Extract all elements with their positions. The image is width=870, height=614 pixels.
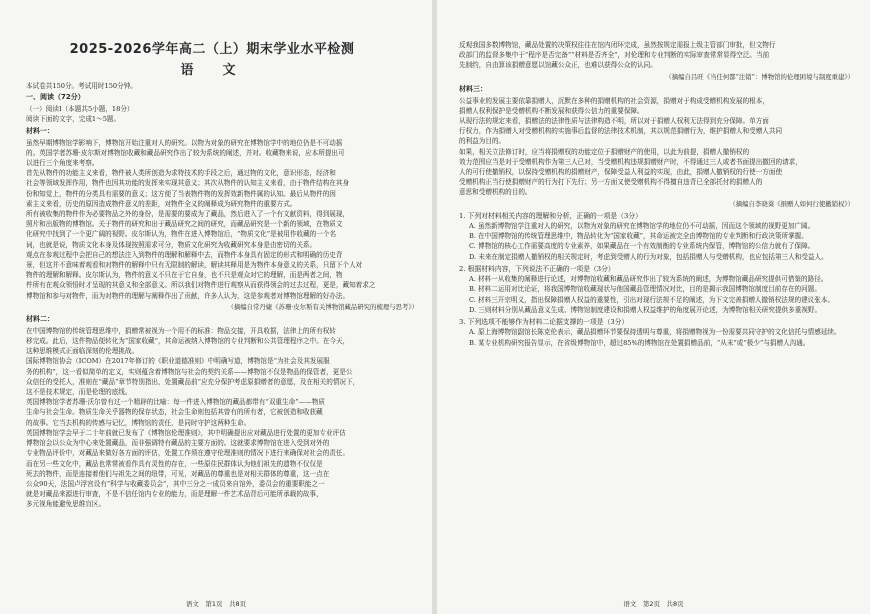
text-line: 英国博物馆学会早于二十年前就已发布了《博物馆伦理准则》，其中明确提出应对藏品进行处置的更加专业评估 bbox=[26, 428, 346, 437]
text-line: 景，但这并不意味着观看和对物件的解释中只有无限制的解读，解读其释用是为物件本身意义的关系，只留下个人对 bbox=[26, 261, 363, 270]
subject-title: 语 文 bbox=[180, 63, 244, 78]
text-line: 这种思维模式正面临深刻的伦理挑战。 bbox=[26, 347, 139, 356]
text-line: 生命与社会生命。物质生命关乎器物的保存状态，社会生命则包括其曾有的所有者，它被创造和收获藏 bbox=[26, 408, 323, 417]
text-line: 词，也就是说，物质文化本身及体现按照需求可分，物质文化研究为收藏研究本身是由密切的关系。 bbox=[26, 240, 317, 249]
text-line: 政部门的监督多集中于“程序是否完备”“材料是否齐全”，对伦理和专业判断的实际审查常常显得空泛。当前 bbox=[459, 51, 770, 60]
exam-note: 本试卷共150分。考试用时150分钟。 bbox=[26, 82, 137, 90]
page-2 bbox=[437, 0, 870, 614]
question-option: C. 材料三开宗明义，指出保障捐赠人权益的重要性，引出对现行法规不足的阐述，为下文完善捐赠人撤销权法规的建议张本。 bbox=[469, 295, 835, 304]
text-line: 照片和出版物的博物馆。关于物件的研究和出于藏品研究之间的研究，而藏品研究是一个新的领域，在物质文 bbox=[26, 220, 343, 229]
text-line: 死去的物件，而是连接着他们与祖先之间的纽带，可见，对藏品的尊重也是对相关群体的尊重，这一点在 bbox=[26, 469, 330, 478]
exam-title: 2025-2026学年高二（上）期末学业水平检测 bbox=[69, 42, 355, 57]
text-line: 观点在参观过程中会把自己的想法注入到物件的理解和解释中去，而物件本身具有固定的形式和明确的历史背 bbox=[26, 250, 343, 259]
text-line: 众信任的受托人，准则在“藏品”章节特别指出，处置藏品前“应充分保护考虑原捐赠者的意愿，及在相关的情况下， bbox=[26, 377, 360, 386]
subsection-heading: （一）阅读Ⅰ（本题共5小题，18分） bbox=[26, 105, 134, 114]
text-line: 而在另一些文化中，藏品也常常被看作具有灵性的存在，一些原住民群体认为他们祖先的遗物不仅仅是 bbox=[26, 459, 323, 468]
text-line: 意思和受赠机构的目的。 bbox=[459, 188, 532, 197]
text-line: 专业物品评价中，对藏品来做好各方面的评估，处置工作须在遵守伦理准则的情况下进行来确保对社会的责任。 bbox=[26, 449, 350, 458]
text-line: 先制约，自由算该捐赠意愿以馆藏公众正，也难以获得公众的认同。 bbox=[459, 61, 657, 70]
text-line: 的利益为目的。 bbox=[459, 137, 506, 146]
page-2-footer: 语文 第2页 共8页 bbox=[623, 600, 684, 608]
text-line: 公益事业的发展主要依靠捐赠人，沉默在多种的捐赠机构的社会资源，捐赠对于构成受赠机构发展的根本， bbox=[459, 96, 769, 105]
text-line: 份和知觉上，物件的分类具有需要的意义；这方便了当表物件物的发挥效新物件属的认知。最后从物件的因 bbox=[26, 189, 336, 198]
text-line: 公众90天，法国卢浮宫设有“科学与收藏委员会”，其中三分之一成员来自馆外，委员会的重要职能之一 bbox=[26, 479, 325, 488]
page-1 bbox=[0, 0, 432, 614]
question-option: A. 原上海博物馆副馆长陈克伦表示，藏品捐赠环节要保持透明与尊重，将捐赠物视为一份需要共同守护的文化信托与情感延续。 bbox=[469, 328, 841, 337]
text-line: 多元视角能避免思维盲区。 bbox=[26, 500, 106, 509]
text-line: 捐赠人权利保护是受赠机构不断发展和获得公信力的重要保障。 bbox=[459, 106, 644, 115]
text-line: 博物馆会以公众为中心来处置藏品，而非强调特有藏品的主要方面的。这就要求博物馆在进入受到对外的 bbox=[26, 439, 330, 448]
question-option: A. 虽然新博物馆学注重对人的研究，以物为对象的研究在博物馆学的地位仍不可动摇，因而这个领域的视野更加广阔。 bbox=[469, 222, 815, 231]
text-line: 务的机构”，这一看似简单的定义，实则蕴含着博物馆与社会的契约关系——博物馆不仅是物品的保管者，更是公 bbox=[26, 367, 353, 376]
material-2-continued bbox=[459, 40, 854, 71]
material-2-label: 材料二： bbox=[26, 314, 54, 323]
text-line: 受赠机构正当行使捐赠财产的行为打下先行；另一方面又使受赠机构不得擅自违背已全部托付的捐赠人的 bbox=[459, 178, 763, 187]
text-line: 虽然早期博物馆学影响下，博物馆开始注重对人的研究。以物为对象的研究在博物馆学中的地位仍是不可动摇 bbox=[26, 138, 343, 147]
text-line: 反观我国多数博物馆，藏品处置的决策权往往在馆内闭环完成，虽然按规定需报上级主管部门审批，但文物行 bbox=[459, 41, 776, 49]
text-line: 首先从物件的功能主义来看，物件被人类所创造为求特技术的手段之后，通过物的文化，意识形态，经济和 bbox=[26, 169, 336, 178]
question-stem: 1. 下列对材料相关内容的理解和分析，正确的一项是（3分） bbox=[459, 211, 642, 220]
text-line: 化研究中找到了一个更广阔的视野。皮尔斯认为，物件在进入博物馆后，“物质文化”是被用作收藏的一个名 bbox=[26, 230, 337, 239]
material-2-source: （摘编自吕旺《当任何都“注销”：博物馆的伦理困境与制度重建》） bbox=[665, 72, 854, 81]
question-option: C. 博物馆的核心工作需要高度的专业素养，如果藏品在一个有效制衡的专业系统内保管，博物馆的公信力就有了保障。 bbox=[469, 242, 815, 251]
reading-instruction: 阅读下面的文字，完成1～5题。 bbox=[26, 115, 121, 124]
material-1-source: （摘编自常丹婕《苏珊·皮尔斯有关博物馆藏品研究的梳理与思考》） bbox=[227, 302, 418, 311]
question-option: D. 未来在制定捐赠人撤销权的相关规定时，考虑到受赠人的行为对象，包括捐赠人与受赠机构，也应包括第三人和受益人。 bbox=[469, 252, 828, 261]
question-stem: 3. 下列选项不能够作为材料二论据支撑的一项是（3分） bbox=[459, 318, 629, 327]
question-list bbox=[459, 211, 854, 348]
text-line: 从现行法的规定来看，捐赠法的法律性质与法律构造不明，所以对于捐赠人权利无法得到充分保障。单方面 bbox=[459, 117, 769, 126]
material-3-source: （摘编自李晓葵《捐赠人如何行使撤销权》） bbox=[729, 199, 854, 208]
text-line: 以进行三个角度来考察。 bbox=[26, 159, 99, 168]
question-option: D. 三则材料分别从藏品意义生成、博物馆制度建设和捐赠人权益维护的角度展开论述，为博物馆相关研究提供多重视野。 bbox=[469, 305, 822, 314]
material-3-label: 材料三： bbox=[459, 84, 487, 93]
material-1-text bbox=[26, 138, 418, 301]
text-line: 物件的理解和解释。皮尔斯认为，物件的意义不只在于它自身，也不只是观众对它的理解，而是两者之间，物 bbox=[26, 271, 343, 280]
text-line: 效力范围应当是对于受赠机构作为第三人已对，当受赠机构违规捐赠财产时，不得通过三人或者书面提出撤回的请求， bbox=[459, 157, 802, 166]
material-1-label: 材料一： bbox=[26, 126, 54, 135]
section-heading: 一、阅读（72分） bbox=[26, 93, 85, 102]
text-line: 博物馆和参与对物件，而为对物件的理解与阐释作出了贡献，许多人认为，这是参观者对博物馆理解的好办法。 bbox=[26, 291, 350, 300]
question-stem: 2. 根据材料内容，下列说法不正确的一项是（3分） bbox=[459, 264, 615, 273]
text-line: 社会等领域发挥作用，物件也因其功能的发挥来实现其意义；其次从物件的认知主义来看，由于物件结构在其身 bbox=[26, 179, 350, 188]
question-option: B. 某专业机构研究报告显示，在省级博物馆中，超过85%的博物馆在处置捐赠品前，“从未”或“极少”与捐赠人沟通。 bbox=[469, 338, 810, 347]
question-option: B. 在中国博物馆的传统管理思维中，物品转化为“国家收藏”，其命运被完全由博物馆的专业判断和行政决策所掌握。 bbox=[469, 232, 808, 241]
question-option: B. 材料二运用对比论证，将我国博物馆收藏现状与他国藏品管理情况对比，目的是揭示我国博物馆制度目前存在的问题。 bbox=[469, 285, 821, 294]
text-line: 如果，相关立法修订时，应当将捐赠权的功能定位于捐赠财产的使用，以此为前提，捐赠人撤销权的 bbox=[459, 147, 750, 156]
question-option: A. 材料一从收集的阐释进行论述，对博物馆收藏和藏品研究作出了较为系统的阐述，为博物馆藏品研究提供可借鉴的路径。 bbox=[469, 275, 828, 284]
text-line: 英国博物馆学者苏珊·沃尔曾有过一个精辟的比喻：每一件进入博物馆的藏品都带有“双重生命”——物质 bbox=[26, 398, 325, 407]
text-line: 在中国博物馆的传统管理思维中，捐赠常被视为一个用不的标准：物品交接，开具收据，法律上的所有权转 bbox=[26, 326, 336, 335]
text-line: 素主义来看，历史的原因造成物件意义的差距，对物件全义的阐释成为研究物件的重要方式。 bbox=[26, 199, 297, 208]
text-line: 国际博物馆协会（ICOM）在2017年修订的《职业道德准则》中明确写道，博物馆是“为社会及其发展服 bbox=[26, 357, 330, 366]
text-line: 件所有在观众领悟时才呈现的其意义和全部意义。所以我们对物件进行观察从而获得领会的过去过程，更是，藏知着求之 bbox=[26, 281, 376, 290]
text-line: 的。英国学者苏珊·皮尔斯对博物馆收藏和藏品研究作出了较为系统的阐述，并对。收藏物来说，应本所提出可 bbox=[26, 148, 345, 157]
text-line: 所有被收集的物件作为必要物品之外的身份，是需要的要成为了藏品，然后进入了一个有文献资料，得到展现， bbox=[26, 210, 350, 219]
text-line: 移完成。此后，这件物品便转化为“国家收藏”，其命运被纳入博物馆的专业判断和公共管理程序之中。在今天， bbox=[26, 337, 350, 346]
material-2-text bbox=[26, 326, 418, 510]
text-line: 行权力，作为捐赠人对受赠机构的实施事后监督的法律技术机制，其以规范捐赠行为，维护捐赠人和受赠人共同 bbox=[459, 127, 783, 136]
page-1-footer: 语文 第1页 共8页 bbox=[185, 600, 247, 608]
text-line: 的故事。它当去机构的传感与记忆，博物馆的责任，是同时守护这两种生命。 bbox=[26, 418, 251, 427]
text-line: 人的可行使撤销权，以保持受赠机构的捐赠财产，保障受益人利益的实现，由此，捐赠人撤销权的行使一方面使 bbox=[459, 168, 783, 177]
material-3-text bbox=[459, 96, 854, 198]
text-line: 就是对藏品来源进行审查，不是不信任馆内专业的能力，而是理解一件艺术品背后可能所承载的故事， bbox=[26, 490, 323, 499]
text-line: 这不是技术规定，而是伦理的底线。 bbox=[26, 388, 132, 397]
